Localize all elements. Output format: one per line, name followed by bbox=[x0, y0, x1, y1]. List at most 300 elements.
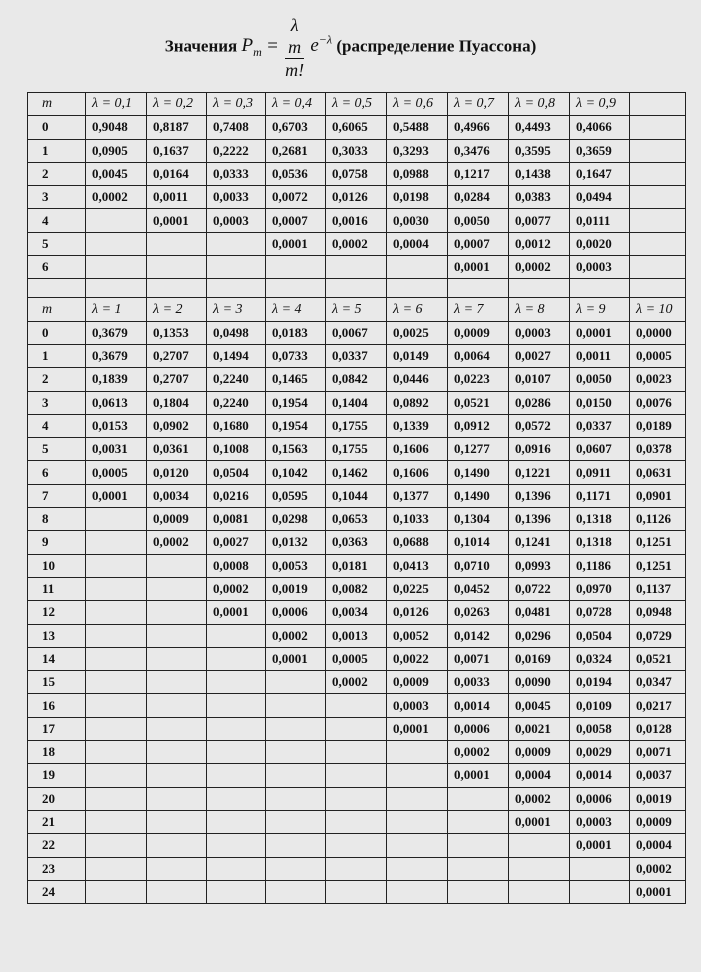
table-cell bbox=[509, 857, 570, 880]
table-cell: 0,0905 bbox=[86, 139, 147, 162]
table-cell bbox=[266, 279, 326, 298]
table-cell: 0,1126 bbox=[630, 508, 686, 531]
table-cell: 0,0077 bbox=[509, 209, 570, 232]
table-cell bbox=[266, 741, 326, 764]
table2-row bbox=[28, 717, 686, 740]
poisson-table bbox=[27, 92, 686, 904]
table-cell bbox=[86, 694, 147, 717]
table-cell: λ = 0,2 bbox=[147, 93, 207, 116]
table-cell: 0,0045 bbox=[509, 694, 570, 717]
table-cell: 0,0064 bbox=[448, 344, 509, 367]
table-cell: 0,9048 bbox=[86, 116, 147, 139]
table-cell: 0,0022 bbox=[387, 647, 448, 670]
table-cell: 0,0067 bbox=[326, 321, 387, 344]
row-label-cell: m bbox=[28, 298, 86, 321]
table-cell: 0,0194 bbox=[570, 671, 630, 694]
table-cell: 0,0004 bbox=[509, 764, 570, 787]
table-cell: 0,0052 bbox=[387, 624, 448, 647]
row-label-cell: 21 bbox=[28, 810, 86, 833]
table-cell: 0,0002 bbox=[509, 787, 570, 810]
table-cell: 0,1804 bbox=[147, 391, 207, 414]
title-prefix: Значения bbox=[164, 36, 238, 56]
table-cell: 0,2681 bbox=[266, 139, 326, 162]
table-cell: 0,0452 bbox=[448, 577, 509, 600]
table-cell: 0,0758 bbox=[326, 162, 387, 185]
table-cell bbox=[326, 717, 387, 740]
table-cell: 0,3659 bbox=[570, 139, 630, 162]
table-cell: 0,1637 bbox=[147, 139, 207, 162]
table-cell bbox=[326, 787, 387, 810]
table-cell: 0,0033 bbox=[207, 186, 266, 209]
table-cell bbox=[147, 857, 207, 880]
table-cell: 0,0911 bbox=[570, 461, 630, 484]
table-cell bbox=[147, 601, 207, 624]
table-cell: 0,0988 bbox=[387, 162, 448, 185]
table-cell: 0,4066 bbox=[570, 116, 630, 139]
table-cell bbox=[147, 647, 207, 670]
formula-equals: = bbox=[266, 35, 279, 57]
formula-exponent: −λ bbox=[318, 33, 333, 48]
table-cell: 0,1494 bbox=[207, 344, 266, 367]
row-label-cell: 2 bbox=[28, 368, 86, 391]
table-cell: 0,0126 bbox=[326, 186, 387, 209]
table-cell bbox=[207, 810, 266, 833]
table-cell bbox=[630, 279, 686, 298]
table1-row bbox=[28, 186, 686, 209]
table-cell: 0,0000 bbox=[630, 321, 686, 344]
table-cell bbox=[207, 671, 266, 694]
table-cell: 0,1042 bbox=[266, 461, 326, 484]
table-cell: 0,1606 bbox=[387, 438, 448, 461]
table-cell bbox=[326, 810, 387, 833]
table-cell: 0,1954 bbox=[266, 391, 326, 414]
table-cell: 0,0521 bbox=[630, 647, 686, 670]
table-cell: 0,0842 bbox=[326, 368, 387, 391]
table-cell: 0,1563 bbox=[266, 438, 326, 461]
table-cell bbox=[207, 647, 266, 670]
table-cell: 0,0014 bbox=[570, 764, 630, 787]
table2-row bbox=[28, 508, 686, 531]
table-cell: 0,0494 bbox=[570, 186, 630, 209]
table-cell bbox=[207, 880, 266, 903]
row-label-cell bbox=[28, 279, 86, 298]
table2-row bbox=[28, 810, 686, 833]
table2-row bbox=[28, 880, 686, 903]
table2-row bbox=[28, 321, 686, 344]
table-cell: 0,0216 bbox=[207, 484, 266, 507]
table-cell bbox=[266, 810, 326, 833]
table-cell: 0,0263 bbox=[448, 601, 509, 624]
table-cell: 0,0004 bbox=[387, 232, 448, 255]
table-cell bbox=[630, 256, 686, 279]
table-cell bbox=[630, 139, 686, 162]
table-cell: 0,0286 bbox=[509, 391, 570, 414]
table-cell bbox=[207, 741, 266, 764]
table-cell bbox=[387, 741, 448, 764]
table-cell bbox=[448, 279, 509, 298]
table-cell: 0,1396 bbox=[509, 484, 570, 507]
table-cell: 0,0027 bbox=[207, 531, 266, 554]
table-cell: 0,0284 bbox=[448, 186, 509, 209]
table-cell bbox=[326, 279, 387, 298]
row-label-cell: 5 bbox=[28, 232, 86, 255]
table-cell bbox=[266, 834, 326, 857]
table-cell: 0,0029 bbox=[570, 741, 630, 764]
table-cell: 0,0189 bbox=[630, 414, 686, 437]
table-cell: 0,0504 bbox=[207, 461, 266, 484]
table-cell bbox=[147, 577, 207, 600]
table-cell: 0,0006 bbox=[448, 717, 509, 740]
row-label-cell: 16 bbox=[28, 694, 86, 717]
table-cell: 0,0002 bbox=[147, 531, 207, 554]
table-cell bbox=[630, 186, 686, 209]
table-cell: 0,1171 bbox=[570, 484, 630, 507]
table-cell bbox=[266, 880, 326, 903]
table-cell: 0,1014 bbox=[448, 531, 509, 554]
table-cell: 0,1353 bbox=[147, 321, 207, 344]
table-cell: 0,0005 bbox=[86, 461, 147, 484]
table-cell bbox=[207, 857, 266, 880]
table-cell: 0,0120 bbox=[147, 461, 207, 484]
table-cell bbox=[448, 857, 509, 880]
table-cell bbox=[266, 717, 326, 740]
table-cell bbox=[630, 162, 686, 185]
row-label-cell: 6 bbox=[28, 256, 86, 279]
table-cell: 0,2707 bbox=[147, 344, 207, 367]
table-cell: 0,0006 bbox=[266, 601, 326, 624]
table-cell bbox=[387, 834, 448, 857]
title-suffix: (распределение Пуассона) bbox=[336, 36, 537, 56]
row-label-cell: 0 bbox=[28, 321, 86, 344]
table-cell: 0,1438 bbox=[509, 162, 570, 185]
table-cell: 0,0225 bbox=[387, 577, 448, 600]
table-cell bbox=[147, 717, 207, 740]
table-cell: 0,0033 bbox=[448, 671, 509, 694]
table-cell bbox=[86, 577, 147, 600]
row-label-cell: 18 bbox=[28, 741, 86, 764]
table-cell: 0,0014 bbox=[448, 694, 509, 717]
table2-row bbox=[28, 484, 686, 507]
row-label-cell: 3 bbox=[28, 186, 86, 209]
table-cell bbox=[86, 671, 147, 694]
table-cell: 0,0142 bbox=[448, 624, 509, 647]
table-cell bbox=[266, 857, 326, 880]
table-cell bbox=[86, 601, 147, 624]
table-cell bbox=[448, 834, 509, 857]
table1-row bbox=[28, 209, 686, 232]
table-cell: 0,0337 bbox=[326, 344, 387, 367]
table-cell bbox=[509, 834, 570, 857]
poisson-table-body bbox=[28, 93, 686, 904]
formula-numerator-exponent: m bbox=[288, 37, 302, 57]
table-cell: 0,0446 bbox=[387, 368, 448, 391]
table-cell bbox=[570, 279, 630, 298]
table-cell: 0,0223 bbox=[448, 368, 509, 391]
table-cell: 0,0011 bbox=[570, 344, 630, 367]
table-cell bbox=[630, 116, 686, 139]
table2-row bbox=[28, 531, 686, 554]
table-cell bbox=[86, 209, 147, 232]
table-cell: 0,0001 bbox=[570, 321, 630, 344]
table-cell: 0,0378 bbox=[630, 438, 686, 461]
table-cell bbox=[326, 741, 387, 764]
table-cell: 0,0003 bbox=[570, 810, 630, 833]
formula-denominator: m! bbox=[285, 60, 305, 80]
table1-row bbox=[28, 162, 686, 185]
table-cell bbox=[147, 810, 207, 833]
table-cell bbox=[86, 531, 147, 554]
table-cell: 0,0025 bbox=[387, 321, 448, 344]
row-label-cell: 6 bbox=[28, 461, 86, 484]
formula-p: $P_m$ bbox=[241, 35, 262, 60]
table2-row bbox=[28, 391, 686, 414]
table2-row bbox=[28, 414, 686, 437]
table-cell: 0,1396 bbox=[509, 508, 570, 531]
table-cell: 0,0030 bbox=[387, 209, 448, 232]
row-label-cell: 24 bbox=[28, 880, 86, 903]
table-cell bbox=[387, 764, 448, 787]
table1-row bbox=[28, 232, 686, 255]
row-label-cell: 8 bbox=[28, 508, 86, 531]
row-label-cell: 9 bbox=[28, 531, 86, 554]
table2-row bbox=[28, 857, 686, 880]
table-cell: 0,1462 bbox=[326, 461, 387, 484]
table-cell: 0,0363 bbox=[326, 531, 387, 554]
table-cell: 0,0002 bbox=[509, 256, 570, 279]
table-cell: 0,1647 bbox=[570, 162, 630, 185]
table-cell: λ = 0,8 bbox=[509, 93, 570, 116]
table-cell bbox=[326, 857, 387, 880]
table1-row bbox=[28, 116, 686, 139]
table-cell: 0,0901 bbox=[630, 484, 686, 507]
table-cell: 0,0009 bbox=[630, 810, 686, 833]
table-cell: 0,0126 bbox=[387, 601, 448, 624]
table-cell: 0,3679 bbox=[86, 344, 147, 367]
table-cell bbox=[207, 232, 266, 255]
table-cell: 0,0504 bbox=[570, 624, 630, 647]
row-label-cell: 13 bbox=[28, 624, 86, 647]
table-cell: 0,0001 bbox=[266, 647, 326, 670]
table-cell: 0,0072 bbox=[266, 186, 326, 209]
table-cell bbox=[86, 764, 147, 787]
table2-row bbox=[28, 764, 686, 787]
table-cell: 0,0050 bbox=[570, 368, 630, 391]
table-cell bbox=[147, 232, 207, 255]
table-cell bbox=[86, 279, 147, 298]
table2-row bbox=[28, 344, 686, 367]
table-cell: 0,0296 bbox=[509, 624, 570, 647]
table-cell: 0,0613 bbox=[86, 391, 147, 414]
table-cell bbox=[448, 810, 509, 833]
table-cell bbox=[207, 256, 266, 279]
table-cell: 0,3293 bbox=[387, 139, 448, 162]
table-cell bbox=[448, 787, 509, 810]
table-cell: λ = 0,6 bbox=[387, 93, 448, 116]
table-cell bbox=[207, 717, 266, 740]
table-cell: λ = 3 bbox=[207, 298, 266, 321]
table-cell bbox=[266, 694, 326, 717]
table-cell: 0,1251 bbox=[630, 531, 686, 554]
table-cell bbox=[387, 256, 448, 279]
row-label-cell: 11 bbox=[28, 577, 86, 600]
table-cell bbox=[86, 256, 147, 279]
table-cell bbox=[630, 93, 686, 116]
table1-header-row bbox=[28, 93, 686, 116]
table-cell bbox=[147, 624, 207, 647]
row-label-cell: 17 bbox=[28, 717, 86, 740]
table-cell: 0,0001 bbox=[448, 256, 509, 279]
table-cell: 0,0001 bbox=[86, 484, 147, 507]
table-cell: 0,0034 bbox=[326, 601, 387, 624]
table-cell: 0,6703 bbox=[266, 116, 326, 139]
table-cell bbox=[326, 880, 387, 903]
table-cell bbox=[207, 764, 266, 787]
table-cell: 0,0916 bbox=[509, 438, 570, 461]
row-label-cell: 7 bbox=[28, 484, 86, 507]
table-cell: 0,0081 bbox=[207, 508, 266, 531]
table-cell: 0,0020 bbox=[570, 232, 630, 255]
table1-row bbox=[28, 139, 686, 162]
page-title bbox=[0, 14, 701, 81]
table-cell: 0,2222 bbox=[207, 139, 266, 162]
table-cell: 0,0050 bbox=[448, 209, 509, 232]
table-cell: 0,0002 bbox=[630, 857, 686, 880]
table-cell: 0,0536 bbox=[266, 162, 326, 185]
table-cell: 0,0128 bbox=[630, 717, 686, 740]
table-cell: 0,0181 bbox=[326, 554, 387, 577]
table-cell: λ = 0,1 bbox=[86, 93, 147, 116]
table-cell: 0,2240 bbox=[207, 368, 266, 391]
table-cell: 0,0333 bbox=[207, 162, 266, 185]
table-cell: λ = 4 bbox=[266, 298, 326, 321]
table-cell bbox=[326, 764, 387, 787]
table-cell: 0,1465 bbox=[266, 368, 326, 391]
table-cell bbox=[147, 764, 207, 787]
table-cell: 0,0729 bbox=[630, 624, 686, 647]
table-cell: 0,5488 bbox=[387, 116, 448, 139]
row-label-cell: 20 bbox=[28, 787, 86, 810]
table-cell: λ = 0,4 bbox=[266, 93, 326, 116]
row-label-cell: 15 bbox=[28, 671, 86, 694]
table-cell bbox=[147, 671, 207, 694]
table-cell: 0,6065 bbox=[326, 116, 387, 139]
table-cell: 0,0009 bbox=[448, 321, 509, 344]
formula-p-subscript: m bbox=[253, 45, 262, 60]
table-cell: 0,0383 bbox=[509, 186, 570, 209]
table-cell bbox=[147, 880, 207, 903]
table-cell bbox=[86, 787, 147, 810]
table-cell: 0,0031 bbox=[86, 438, 147, 461]
table-cell bbox=[326, 256, 387, 279]
table-cell: 0,0361 bbox=[147, 438, 207, 461]
table-cell: 0,1033 bbox=[387, 508, 448, 531]
table-cell: 0,0021 bbox=[509, 717, 570, 740]
table-cell: 0,1404 bbox=[326, 391, 387, 414]
table-cell: 0,1137 bbox=[630, 577, 686, 600]
table-cell: 0,0007 bbox=[266, 209, 326, 232]
table2-header-row bbox=[28, 298, 686, 321]
table-cell: 0,0011 bbox=[147, 186, 207, 209]
table-cell: 0,0002 bbox=[86, 186, 147, 209]
table-cell: λ = 0,3 bbox=[207, 93, 266, 116]
table-cell: 0,4493 bbox=[509, 116, 570, 139]
table-cell: 0,3595 bbox=[509, 139, 570, 162]
table-cell: 0,0728 bbox=[570, 601, 630, 624]
table-cell: 0,0413 bbox=[387, 554, 448, 577]
table-cell: 0,0002 bbox=[266, 624, 326, 647]
table-cell bbox=[147, 741, 207, 764]
table-cell: 0,0298 bbox=[266, 508, 326, 531]
table-cell: 0,0710 bbox=[448, 554, 509, 577]
table-cell: 0,0002 bbox=[448, 741, 509, 764]
table-cell bbox=[326, 834, 387, 857]
table-cell: 0,0016 bbox=[326, 209, 387, 232]
table-cell: 0,0082 bbox=[326, 577, 387, 600]
table-cell: 0,1318 bbox=[570, 508, 630, 531]
table2-row bbox=[28, 577, 686, 600]
table2-row bbox=[28, 834, 686, 857]
table-cell: 0,0006 bbox=[570, 787, 630, 810]
table-cell: 0,0572 bbox=[509, 414, 570, 437]
table-cell: 0,0653 bbox=[326, 508, 387, 531]
table-cell: λ = 0,7 bbox=[448, 93, 509, 116]
table-cell: 0,0001 bbox=[630, 880, 686, 903]
row-label-cell: 19 bbox=[28, 764, 86, 787]
table-cell: 0,0164 bbox=[147, 162, 207, 185]
table-cell: 0,0631 bbox=[630, 461, 686, 484]
table-cell: 0,0993 bbox=[509, 554, 570, 577]
table-cell: 0,1680 bbox=[207, 414, 266, 437]
table-cell: 0,0002 bbox=[326, 232, 387, 255]
table-cell: 0,0001 bbox=[570, 834, 630, 857]
table-cell bbox=[266, 256, 326, 279]
row-label-cell: 5 bbox=[28, 438, 86, 461]
table-cell: 0,0002 bbox=[326, 671, 387, 694]
row-label-cell: 1 bbox=[28, 139, 86, 162]
table-cell bbox=[266, 787, 326, 810]
table-cell: 0,0001 bbox=[147, 209, 207, 232]
table-cell: 0,0498 bbox=[207, 321, 266, 344]
table2-row bbox=[28, 787, 686, 810]
table-cell: 0,0150 bbox=[570, 391, 630, 414]
table-cell bbox=[86, 717, 147, 740]
table-cell: 0,0481 bbox=[509, 601, 570, 624]
table-cell bbox=[570, 880, 630, 903]
table-cell: 0,0071 bbox=[448, 647, 509, 670]
table-cell bbox=[266, 764, 326, 787]
table-cell bbox=[86, 554, 147, 577]
table-cell: 0,0324 bbox=[570, 647, 630, 670]
formula-numerator: λ m bbox=[285, 14, 304, 59]
table2-row bbox=[28, 554, 686, 577]
table-cell bbox=[86, 810, 147, 833]
table-cell: 0,4966 bbox=[448, 116, 509, 139]
table-cell bbox=[630, 209, 686, 232]
row-label-cell: 10 bbox=[28, 554, 86, 577]
table-cell: 0,1251 bbox=[630, 554, 686, 577]
table-cell: λ = 7 bbox=[448, 298, 509, 321]
table-cell bbox=[509, 880, 570, 903]
table-cell: 0,1318 bbox=[570, 531, 630, 554]
table-cell: 0,1241 bbox=[509, 531, 570, 554]
table-cell: 0,0132 bbox=[266, 531, 326, 554]
table-cell bbox=[147, 694, 207, 717]
table-cell: 0,0198 bbox=[387, 186, 448, 209]
table2-row bbox=[28, 601, 686, 624]
row-label-cell: 14 bbox=[28, 647, 86, 670]
table-cell bbox=[630, 232, 686, 255]
row-label-cell: 2 bbox=[28, 162, 86, 185]
